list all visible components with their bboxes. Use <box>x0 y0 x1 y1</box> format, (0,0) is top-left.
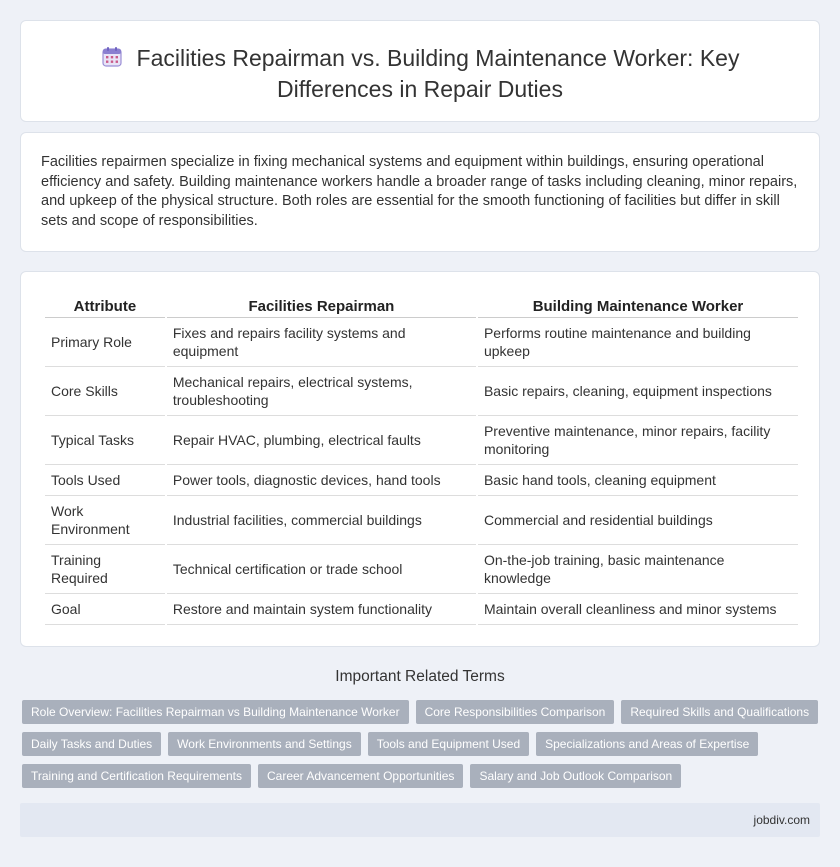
comparison-table <box>43 296 800 625</box>
row-repairman: Fixes and repairs facility systems and equipment <box>167 318 476 367</box>
row-attribute: Goal <box>45 594 165 625</box>
row-repairman: Restore and maintain system functionality <box>167 594 476 625</box>
row-repairman: Repair HVAC, plumbing, electrical faults <box>167 416 476 465</box>
page-title: Facilities Repairman vs. Building Maintenance Worker: Key Differences in Repair Duties <box>136 45 740 102</box>
row-maintenance-worker: Performs routine maintenance and building upkeep <box>478 318 798 367</box>
row-attribute: Core Skills <box>45 367 165 416</box>
table-row <box>45 318 798 367</box>
tag-row <box>22 764 822 788</box>
calendar-icon <box>101 46 123 75</box>
row-attribute: Tools Used <box>45 465 165 496</box>
row-maintenance-worker: Preventive maintenance, minor repairs, facility monitoring <box>478 416 798 465</box>
footer <box>20 803 820 837</box>
tag-daily-tasks[interactable]: Daily Tasks and Duties <box>22 732 161 756</box>
tag-required-skills[interactable]: Required Skills and Qualifications <box>621 700 818 724</box>
row-maintenance-worker: Maintain overall cleanliness and minor systems <box>478 594 798 625</box>
tag-work-environments[interactable]: Work Environments and Settings <box>168 732 361 756</box>
table-row <box>45 496 798 545</box>
row-maintenance-worker: Basic repairs, cleaning, equipment inspections <box>478 367 798 416</box>
table-row <box>45 465 798 496</box>
row-attribute: Training Required <box>45 545 165 594</box>
intro-card <box>20 132 820 252</box>
tag-row <box>22 700 822 724</box>
related-terms-title: Important Related Terms <box>335 668 505 685</box>
row-maintenance-worker: Commercial and residential buildings <box>478 496 798 545</box>
tag-role-overview[interactable]: Role Overview: Facilities Repairman vs Building Maintenance Worker <box>22 700 409 724</box>
title-card <box>20 20 820 122</box>
table-row <box>45 594 798 625</box>
comparison-card <box>20 271 820 647</box>
table-row <box>45 545 798 594</box>
row-attribute: Primary Role <box>45 318 165 367</box>
table-row <box>45 416 798 465</box>
table-header-row <box>45 296 798 318</box>
row-attribute: Work Environment <box>45 496 165 545</box>
related-terms-tags <box>22 700 822 796</box>
tag-specializations[interactable]: Specializations and Areas of Expertise <box>536 732 758 756</box>
row-attribute: Typical Tasks <box>45 416 165 465</box>
header-facilities-repairman: Facilities Repairman <box>167 296 476 318</box>
tag-career-advancement[interactable]: Career Advancement Opportunities <box>258 764 463 788</box>
tag-salary-outlook[interactable]: Salary and Job Outlook Comparison <box>470 764 681 788</box>
tag-row <box>22 732 822 756</box>
tag-training-certification[interactable]: Training and Certification Requirements <box>22 764 251 788</box>
tag-core-responsibilities[interactable]: Core Responsibilities Comparison <box>416 700 615 724</box>
header-building-maintenance-worker: Building Maintenance Worker <box>478 296 798 318</box>
row-repairman: Power tools, diagnostic devices, hand tools <box>167 465 476 496</box>
intro-paragraph: Facilities repairmen specialize in fixing mechanical systems and equipment within buildings, ensuring operational efficiency and safety. Building maintenance workers handle a broader range of tasks including cleaning, minor repairs, and upkeep of the physical structure. Both roles are essential for the smooth functioning of facilities but differ in skill sets and scope of responsibilities. <box>41 154 798 229</box>
row-maintenance-worker: On-the-job training, basic maintenance knowledge <box>478 545 798 594</box>
row-repairman: Mechanical repairs, electrical systems, troubleshooting <box>167 367 476 416</box>
row-repairman: Industrial facilities, commercial buildings <box>167 496 476 545</box>
tag-tools-equipment[interactable]: Tools and Equipment Used <box>368 732 529 756</box>
footer-site-link[interactable]: jobdiv.com <box>753 813 810 827</box>
table-row <box>45 367 798 416</box>
row-maintenance-worker: Basic hand tools, cleaning equipment <box>478 465 798 496</box>
row-repairman: Technical certification or trade school <box>167 545 476 594</box>
header-attribute: Attribute <box>45 296 165 318</box>
